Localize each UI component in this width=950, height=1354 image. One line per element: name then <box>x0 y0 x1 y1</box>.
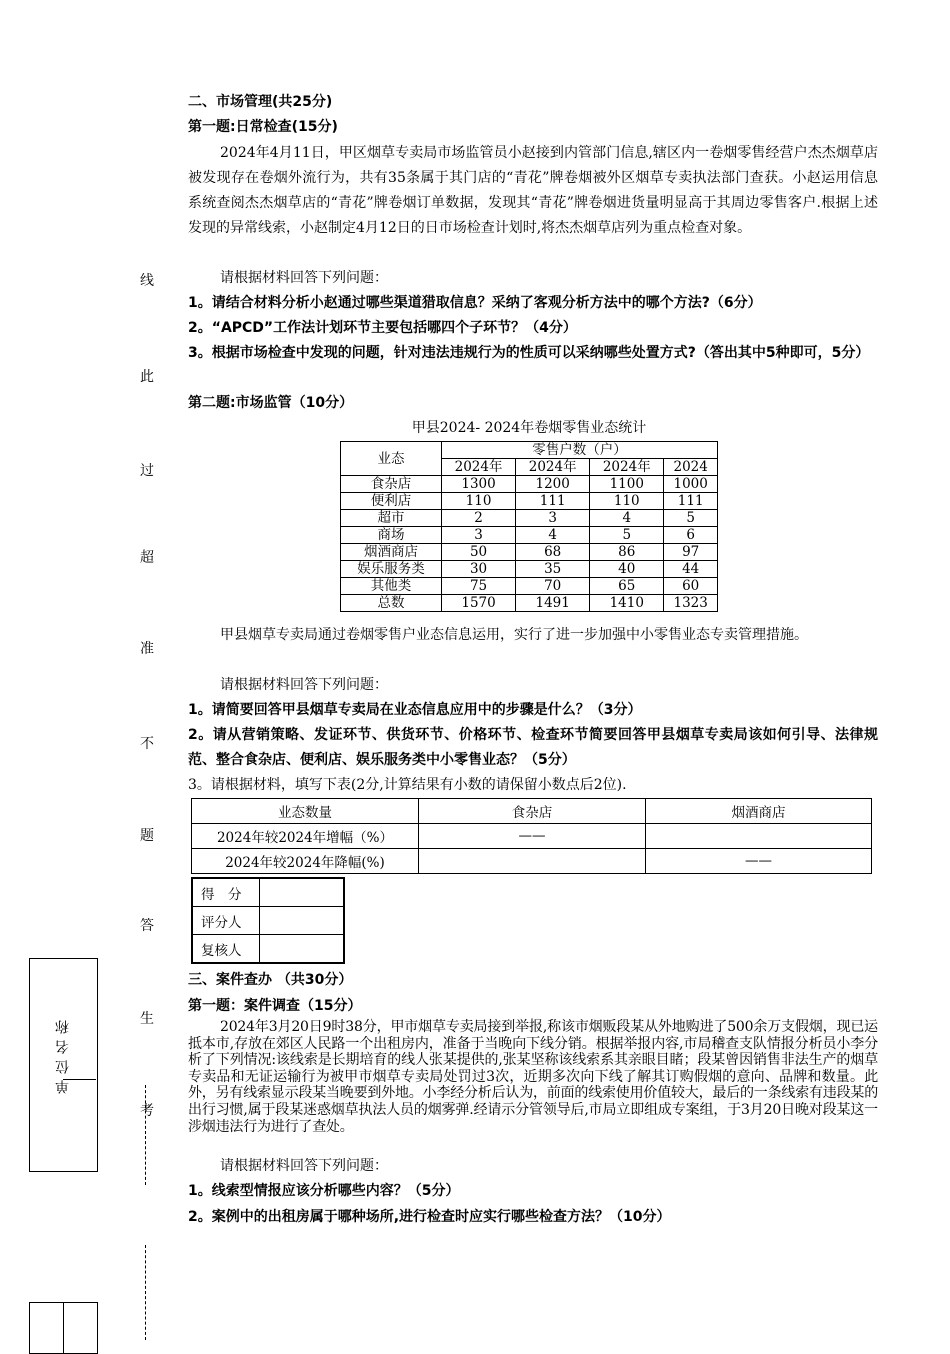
table-title: 甲县2024- 2024年卷烟零售业态统计 <box>411 420 647 436</box>
q2-question: 3。请根据材料，填写下表(2分,计算结果有小数的请保留小数点后2位). <box>188 777 627 793</box>
answer-cell[interactable] <box>419 849 646 874</box>
q2-question: 1。请简要回答甲县烟草专卖局在业态信息应用中的步骤是什么？（3分） <box>188 702 642 718</box>
row-label: 2024年较2024年降幅(%) <box>192 849 419 874</box>
table-group-header: 零售户数（户） <box>442 442 718 459</box>
fill-line <box>63 1079 96 1080</box>
cell: 40 <box>590 561 664 578</box>
cell: 1323 <box>664 595 718 612</box>
dashed-line <box>145 1085 146 1185</box>
table-row <box>192 824 872 849</box>
table-row <box>341 595 718 612</box>
cell: 70 <box>516 578 590 595</box>
seal-char: 题 <box>140 828 154 844</box>
row-label: 便利店 <box>341 493 442 510</box>
retail-stats-table <box>340 441 718 612</box>
cell: 1570 <box>442 595 516 612</box>
s3-q1-title: 第一题：案件调查（15分） <box>188 998 362 1014</box>
q1-question: 1。请结合材料分析小赵通过哪些渠道猎取信息？采纳了客观分析方法中的哪个方法?（6分） <box>188 295 762 311</box>
answer-cell: —— <box>646 849 872 874</box>
cell: 65 <box>590 578 664 595</box>
cell: 50 <box>442 544 516 561</box>
score-box <box>191 877 345 964</box>
grader-label: 评分人 <box>192 907 260 935</box>
cell: 68 <box>516 544 590 561</box>
cell: 30 <box>442 561 516 578</box>
fill-header: 业态数量 <box>192 799 419 824</box>
grader-cell[interactable] <box>260 907 345 935</box>
cell: 86 <box>590 544 664 561</box>
year-header: 2024年 <box>516 459 590 476</box>
cell: 1000 <box>664 476 718 493</box>
score-label: 得 分 <box>192 878 260 907</box>
cell: 1100 <box>590 476 664 493</box>
seal-char: 准 <box>140 641 154 657</box>
table-row <box>192 849 872 874</box>
cell: 75 <box>442 578 516 595</box>
q1-prompt: 请根据材料回答下列问题： <box>220 270 388 286</box>
cell: 1300 <box>442 476 516 493</box>
cell: 111 <box>516 493 590 510</box>
q2-title: 第二题:市场监管（10分） <box>188 395 354 411</box>
seal-char: 生 <box>140 1011 154 1027</box>
q2-material: 甲县烟草专卖局通过卷烟零售户业态信息运用，实行了进一步加强中小零售业态专卖管理措施。 <box>220 627 808 643</box>
cell: 4 <box>590 510 664 527</box>
cell: 1491 <box>516 595 590 612</box>
q1-title: 第一题:日常检查(15分) <box>188 119 338 135</box>
s3-q1-prompt: 请根据材料回答下列问题： <box>220 1158 388 1174</box>
table-row <box>341 561 718 578</box>
q1-material: 2024年4月11日，甲区烟草专卖局市场监管员小赵接到内管部门信息,辖区内一卷烟零售经营户杰杰烟草店被发现存在卷烟外流行为，共有35条属于其门店的“青花”牌卷烟被外区烟草专卖执法部门查获。小赵运用信息系统查阅杰杰烟草店的“青花”牌卷烟订单数据，发现其“青花”牌卷烟进货量明显高于其周边零售客户.根据上述发现的异常线索，小赵制定4月12日的日市场检查计划时,将杰杰烟草店列为重点检查对象。 <box>188 145 878 236</box>
answer-cell: —— <box>419 824 646 849</box>
cell: 97 <box>664 544 718 561</box>
cell: 5 <box>664 510 718 527</box>
table-row <box>341 476 718 493</box>
seal-char: 线 <box>140 273 154 289</box>
cell: 35 <box>516 561 590 578</box>
seal-char: 考 <box>140 1103 154 1119</box>
fill-header: 食杂店 <box>419 799 646 824</box>
seal-char: 过 <box>140 463 154 479</box>
q1-question: 3。根据市场检查中发现的问题，针对违法违规行为的性质可以采纳哪些处置方式?（答出其中5种即可，5分） <box>188 345 870 361</box>
cell: 1200 <box>516 476 590 493</box>
row-label: 烟酒商店 <box>341 544 442 561</box>
seal-char: 此 <box>140 369 154 385</box>
s3-q1-question: 2。案例中的出租房属于哪种场所,进行检查时应实行哪些检查方法？（10分） <box>188 1209 671 1225</box>
bottom-box <box>29 1302 98 1354</box>
unit-name-label: 单位名称 <box>55 1014 71 1094</box>
s3-q1-material: 2024年3月20日9时38分，甲市烟草专卖局接到举报,称该市烟贩段某从外地购进了500余万支假烟，现已运抵本市,存放在郊区人民路一个出租房内，准备于当晚向下线分销。根据举报内容,市局稽查支队情报分析员小李分析了下列情况:该线索是长期培育的线人张某提供的,张某坚称该线索系其亲眼目睹；段某曾因销售非法生产的烟草专卖品和无证运输行为被甲市烟草专卖局处罚过3次，近期多次向下线了解其订购假烟的意向、品牌和数量。此外，另有线索显示段某当晚要到外地。小李经分析后认为，前面的线索使用价值较大，最后的一条线索有违段某的出行习惯,属于段某迷惑烟草执法人员的烟雾弹.经请示分管领导后,市局立即组成专案组，于3月20日晚对段某这一涉烟违法行为进行了查处。 <box>188 1019 878 1135</box>
row-label: 娱乐服务类 <box>341 561 442 578</box>
score-cell[interactable] <box>260 878 345 907</box>
cell: 110 <box>442 493 516 510</box>
dashed-line <box>145 1245 146 1340</box>
reviewer-label: 复核人 <box>192 935 260 964</box>
section2-title: 二、市场管理(共25分) <box>188 94 333 110</box>
row-label: 食杂店 <box>341 476 442 493</box>
box-divider <box>63 1303 64 1353</box>
section3-title: 三、案件查办 （共30分） <box>188 972 353 988</box>
cell: 5 <box>590 527 664 544</box>
year-header: 2024年 <box>590 459 664 476</box>
table-row <box>341 527 718 544</box>
cell: 2 <box>442 510 516 527</box>
cell: 1410 <box>590 595 664 612</box>
table-row <box>341 493 718 510</box>
cell: 110 <box>590 493 664 510</box>
table-row <box>341 510 718 527</box>
table-corner-header: 业态 <box>341 442 442 476</box>
seal-char: 超 <box>140 550 154 566</box>
row-label: 其他类 <box>341 578 442 595</box>
reviewer-cell[interactable] <box>260 935 345 964</box>
row-label: 商场 <box>341 527 442 544</box>
cell: 6 <box>664 527 718 544</box>
s3-q1-question: 1。线索型情报应该分析哪些内容？（5分） <box>188 1183 460 1199</box>
answer-cell[interactable] <box>646 824 872 849</box>
fill-header: 烟酒商店 <box>646 799 872 824</box>
cell: 4 <box>516 527 590 544</box>
cell: 3 <box>516 510 590 527</box>
year-header: 2024年 <box>442 459 516 476</box>
year-header: 2024 <box>664 459 718 476</box>
table-row <box>341 578 718 595</box>
row-label: 超市 <box>341 510 442 527</box>
cell: 60 <box>664 578 718 595</box>
q2-prompt: 请根据材料回答下列问题： <box>220 677 388 693</box>
q1-question: 2。“APCD”工作法计划环节主要包括哪四个子环节？（4分） <box>188 320 577 336</box>
cell: 44 <box>664 561 718 578</box>
table-row <box>341 544 718 561</box>
cell: 3 <box>442 527 516 544</box>
seal-char: 不 <box>140 736 154 752</box>
seal-char: 答 <box>140 918 154 934</box>
cell: 111 <box>664 493 718 510</box>
row-label: 2024年较2024年增幅（%） <box>192 824 419 849</box>
fill-in-table <box>191 798 872 874</box>
unit-name-box <box>29 958 98 1172</box>
q2-question: 2。请从营销策略、发证环节、供货环节、价格环节、检查环节简要回答甲县烟草专卖局该如何引导、法律规范、整合食杂店、便利店、娱乐服务类中小零售业态？（5分） <box>188 727 878 768</box>
row-label: 总数 <box>341 595 442 612</box>
